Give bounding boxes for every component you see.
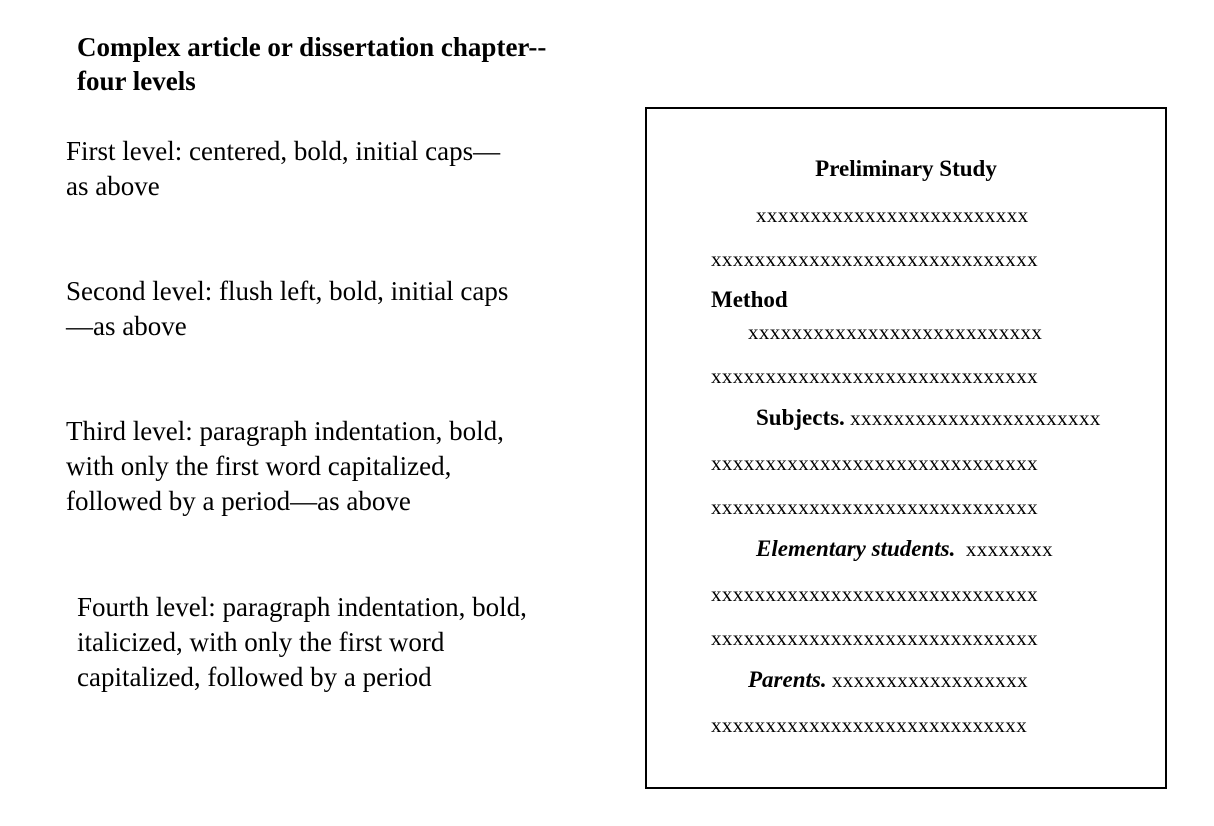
placeholder-text-line: xxxxxxxxxxxxxxxxxxxxxxxxxxxxxx (711, 626, 1038, 650)
level4-heading: Elementary students. (756, 536, 956, 561)
placeholder-text: xxxxxxxx (965, 537, 1054, 561)
fourth-level-description (77, 590, 637, 695)
level1-heading: Preliminary Study (815, 156, 997, 181)
desc-line: with only the first word capitalized, (66, 451, 452, 481)
level3-heading: Subjects. (756, 405, 845, 430)
placeholder-text-line: xxxxxxxxxxxxxxxxxxxxxxxxxxxxxx (711, 451, 1038, 475)
level3-paragraph (756, 406, 1101, 430)
desc-line: capitalized, followed by a period (77, 662, 432, 692)
placeholder-text-line: xxxxxxxxxxxxxxxxxxxxxxxxxxxxxx (711, 247, 1038, 271)
placeholder-text: xxxxxxxxxxxxxxxxxx (831, 668, 1029, 692)
level4-paragraph (748, 668, 1028, 692)
first-level-description (66, 134, 626, 204)
example-page-box (645, 107, 1167, 789)
third-level-description (66, 414, 626, 519)
desc-line: as above (66, 171, 160, 201)
title-line-1: Complex article or dissertation chapter-- (77, 32, 547, 62)
desc-line: Fourth level: paragraph indentation, bold, (77, 592, 527, 622)
placeholder-text-line: xxxxxxxxxxxxxxxxxxxxxxxxxxx (748, 320, 1043, 344)
placeholder-text: xxxxxxxxxxxxxxxxxxxxxxx (850, 406, 1101, 430)
level4-paragraph (756, 537, 1053, 561)
second-level-description (66, 274, 626, 344)
title-line-2: four levels (77, 66, 196, 96)
level4-heading: Parents. (748, 667, 827, 692)
placeholder-text-line: xxxxxxxxxxxxxxxxxxxxxxxxx (756, 203, 1029, 227)
desc-line: Third level: paragraph indentation, bold, (66, 416, 504, 446)
placeholder-text-line: xxxxxxxxxxxxxxxxxxxxxxxxxxxxxx (711, 582, 1038, 606)
placeholder-text-line: xxxxxxxxxxxxxxxxxxxxxxxxxxxxx (711, 713, 1028, 737)
placeholder-text-line: xxxxxxxxxxxxxxxxxxxxxxxxxxxxxx (711, 495, 1038, 519)
level2-heading: Method (711, 287, 788, 312)
desc-line: Second level: flush left, bold, initial caps (66, 276, 509, 306)
desc-line: First level: centered, bold, initial caps— (66, 136, 501, 166)
page-title (77, 30, 637, 98)
desc-line: followed by a period—as above (66, 486, 411, 516)
placeholder-text-line: xxxxxxxxxxxxxxxxxxxxxxxxxxxxxx (711, 364, 1038, 388)
desc-line: —as above (66, 311, 187, 341)
desc-line: italicized, with only the first word (77, 627, 445, 657)
